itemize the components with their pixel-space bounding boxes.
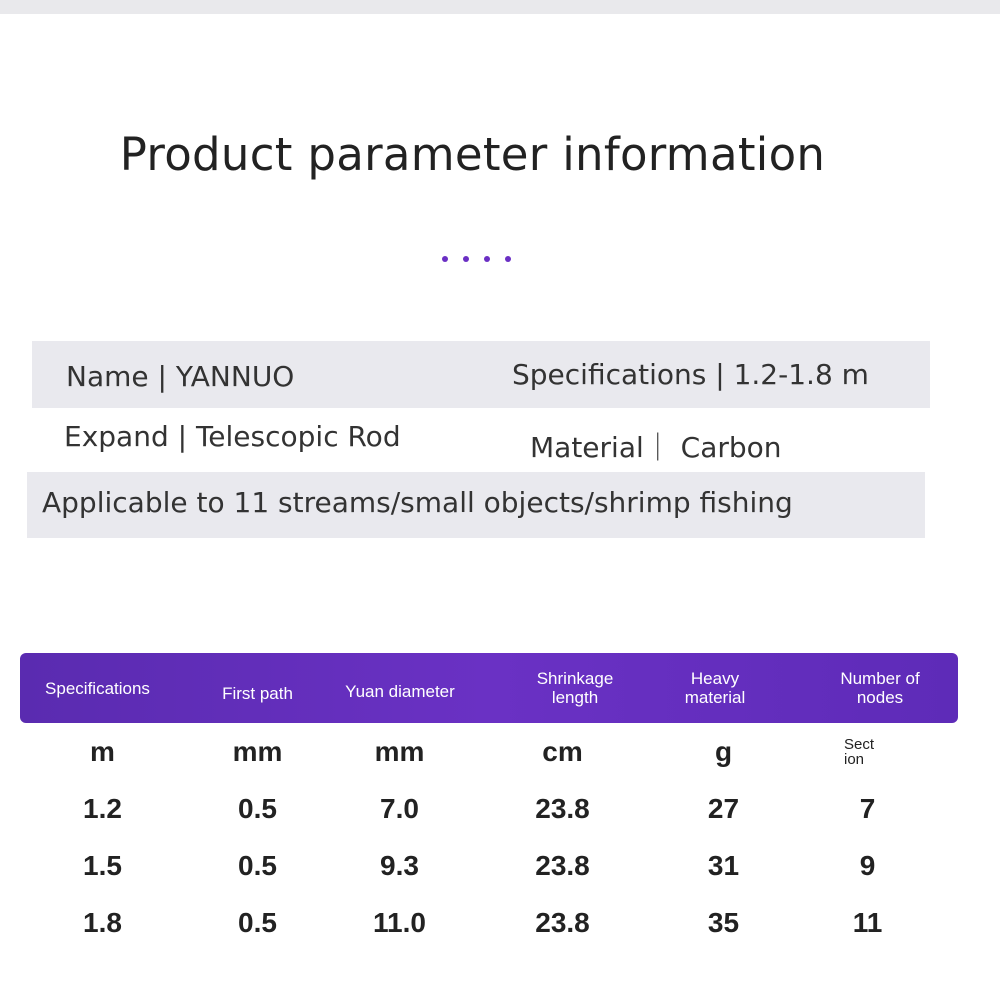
cell-first-path: 0.5 (238, 906, 277, 938)
unit-cell: g (714, 735, 733, 767)
info-row-applicable (27, 472, 925, 538)
cell-number-of-nodes: 7 (859, 792, 876, 824)
page-title: Product parameter information (119, 128, 826, 181)
cell-yuan-diameter: 9.3 (380, 849, 419, 881)
name-info: Name | YANNUO (66, 360, 295, 393)
unit-cell: m (90, 735, 115, 767)
cell-spec: 1.2 (83, 792, 122, 824)
expand-info: Expand | Telescopic Rod (64, 420, 401, 453)
cell-yuan-diameter: 11.0 (373, 906, 426, 938)
material-info: Material｜ Carbon (530, 431, 782, 464)
cell-number-of-nodes: 11 (852, 906, 883, 938)
cell-spec: 1.8 (83, 906, 122, 938)
cell-yuan-diameter: 7.0 (380, 792, 419, 824)
spec-table-body (20, 723, 958, 951)
info-row-expand-material (32, 408, 930, 472)
cell-heavy-material: 35 (707, 906, 740, 938)
unit-cell: mm (232, 735, 283, 767)
decorative-dots (442, 256, 511, 262)
header-specifications: Specifications (45, 678, 150, 698)
table-row (20, 837, 958, 894)
units-row (20, 723, 958, 780)
cell-shrinkage-length: 23.8 (535, 906, 590, 938)
cell-heavy-material: 27 (707, 792, 740, 824)
cell-heavy-material: 31 (707, 849, 740, 881)
cell-first-path: 0.5 (238, 849, 277, 881)
cell-number-of-nodes: 9 (859, 849, 876, 881)
cell-shrinkage-length: 23.8 (535, 849, 590, 881)
table-row (20, 780, 958, 837)
cell-spec: 1.5 (83, 849, 122, 881)
unit-cell: mm (374, 735, 425, 767)
dot-4 (505, 256, 511, 262)
header-number-of-nodes: Number of nodes (840, 669, 920, 707)
applicable-info: Applicable to 11 streams/small objects/shrimp fishing (42, 486, 793, 519)
header-heavy-material: Heavy material (684, 669, 746, 707)
unit-cell: cm (542, 735, 583, 767)
cell-first-path: 0.5 (238, 792, 277, 824)
cell-shrinkage-length: 23.8 (535, 792, 590, 824)
specifications-info: Specifications | 1.2-1.8 m (512, 358, 869, 391)
dot-3 (484, 256, 490, 262)
header-first-path: First path (222, 683, 293, 703)
unit-cell: Sect ion (844, 735, 875, 768)
info-row-name-specs (32, 341, 930, 408)
top-bar (0, 0, 1000, 14)
header-shrinkage-length: Shrinkage length (536, 669, 614, 707)
dot-1 (442, 256, 448, 262)
spec-table-header (20, 653, 958, 723)
header-yuan-diameter: Yuan diameter (345, 681, 455, 701)
table-row (20, 894, 958, 951)
dot-2 (463, 256, 469, 262)
